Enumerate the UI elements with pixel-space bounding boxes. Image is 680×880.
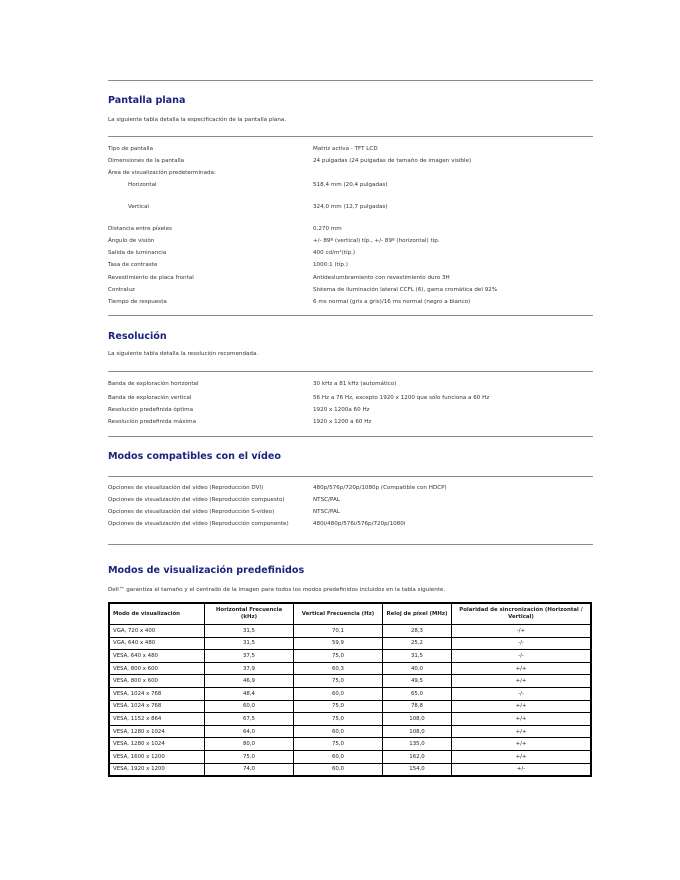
- header-cell: Modo de visualización: [109, 603, 205, 625]
- spec-label: Tipo de pantalla: [108, 146, 154, 152]
- table-row: [109, 763, 591, 776]
- table-cell: 28,3: [383, 625, 452, 638]
- table-cell: 59,9: [294, 637, 383, 650]
- table-cell: 108,0: [383, 713, 452, 726]
- spec-value: Sistema de iluminación lateral CCFL (6), gama cromática del 92%: [313, 287, 498, 293]
- spec-label: Opciones de visualización del vídeo (Reproducción componente): [108, 521, 289, 527]
- table-cell: VESA, 640 x 480: [109, 650, 205, 663]
- table-cell: 60,3: [294, 662, 383, 675]
- table-cell: VESA, 800 x 600: [109, 662, 205, 675]
- table-cell: +/+: [452, 675, 592, 688]
- table-cell: 75,0: [294, 650, 383, 663]
- spec-label: Tiempo de respuesta: [108, 299, 167, 305]
- table-cell: 64,0: [205, 725, 294, 738]
- table-cell: VESA, 800 x 600: [109, 675, 205, 688]
- table-row: [109, 700, 591, 713]
- section-title-video: Modos compatibles con el vídeo: [108, 451, 281, 462]
- table-cell: +/+: [452, 662, 592, 675]
- spec-value: NTSC/PAL: [313, 509, 340, 515]
- spec-value: 6 ms normal (gris a gris)/16 ms normal (negro a blanco): [313, 299, 471, 305]
- table-row: [109, 738, 591, 751]
- divider: [108, 136, 593, 137]
- table-cell: 154,0: [383, 763, 452, 776]
- spec-value: +/- 89º (vertical) típ., +/- 89º (horizontal) típ.: [313, 238, 440, 244]
- table-cell: VESA, 1600 x 1200: [109, 750, 205, 763]
- header-cell: Reloj de píxel (MHz): [383, 603, 452, 625]
- section-title-modes: Modos de visualización predefinidos: [108, 565, 305, 576]
- table-cell: 60,0: [294, 763, 383, 776]
- table-cell: 65,0: [383, 687, 452, 700]
- header-cell: Vertical Frecuencia (Hz): [294, 603, 383, 625]
- spec-label: Banda de exploración vertical: [108, 395, 192, 401]
- spec-value: 1000:1 (típ.): [313, 262, 348, 268]
- table-cell: 60,0: [294, 750, 383, 763]
- header-cell: Horizontal Frecuencia (kHz): [205, 603, 294, 625]
- section-title-resolution: Resolución: [108, 331, 167, 342]
- table-cell: 75,0: [294, 713, 383, 726]
- spec-value: 480i/480p/576i/576p/720p/1080i: [313, 521, 406, 527]
- spec-value: 480p/576p/720p/1080p (Compatible con HDCP): [313, 485, 447, 491]
- table-cell: VESA, 1152 x 864: [109, 713, 205, 726]
- spec-value: 24 pulgadas (24 pulgadas de tamaño de imagen visible): [313, 158, 472, 164]
- table-cell: 75,0: [294, 700, 383, 713]
- table-cell: 78,8: [383, 700, 452, 713]
- table-cell: 40,0: [383, 662, 452, 675]
- spec-value: Matriz activa - TFT LCD: [313, 146, 378, 152]
- table-cell: 48,4: [205, 687, 294, 700]
- table-cell: VESA, 1920 x 1200: [109, 763, 205, 776]
- table-cell: 75,0: [294, 675, 383, 688]
- table-cell: 37,9: [205, 662, 294, 675]
- spec-label: Resolución predefinida óptima: [108, 407, 194, 413]
- spec-value: 1920 x 1200a 60 Hz: [313, 407, 370, 413]
- spec-label: Banda de exploración horizontal: [108, 381, 199, 387]
- table-cell: +/+: [452, 750, 592, 763]
- spec-label: Resolución predefinida máxima: [108, 419, 197, 425]
- table-row: [109, 637, 591, 650]
- table-cell: VGA, 720 x 400: [109, 625, 205, 638]
- table-row: [109, 713, 591, 726]
- table-cell: 31,5: [205, 625, 294, 638]
- table-cell: 135,0: [383, 738, 452, 751]
- table-cell: VESA, 1024 x 768: [109, 700, 205, 713]
- spec-value: NTSC/PAL: [313, 497, 340, 503]
- table-cell: +/+: [452, 738, 592, 751]
- table-row: [109, 662, 591, 675]
- spec-label: Área de visualización predeterminada:: [108, 170, 216, 176]
- spec-label: Horizontal: [128, 182, 157, 188]
- table-cell: 162,0: [383, 750, 452, 763]
- spec-label: Vertical: [128, 204, 149, 210]
- table-cell: 31,5: [383, 650, 452, 663]
- divider: [108, 80, 593, 81]
- divider: [108, 544, 593, 545]
- header-cell: Polaridad de sincronización (Horizontal / Vertical): [452, 603, 592, 625]
- table-cell: 46,9: [205, 675, 294, 688]
- spec-label: Tasa de contraste: [108, 262, 158, 268]
- spec-value: 30 kHz a 81 kHz (automático): [313, 381, 397, 387]
- table-cell: +/+: [452, 725, 592, 738]
- divider: [108, 371, 593, 372]
- table-row: [109, 650, 591, 663]
- spec-label: Contraluz: [108, 287, 135, 293]
- spec-value: 518,4 mm (20,4 pulgadas): [313, 182, 388, 188]
- section-intro-modes: Dell™ garantiza el tamaño y el centrado de la imagen para todos los modos predefinidos incluidos en la tabla siguiente.: [108, 587, 446, 593]
- modes-table-header: [109, 603, 591, 625]
- section-intro-resolution: La siguiente tabla detalla la resolución recomendada.: [108, 351, 259, 357]
- table-cell: +/-: [452, 763, 592, 776]
- spec-label: Salida de luminancia: [108, 250, 167, 256]
- table-cell: VESA, 1280 x 1024: [109, 725, 205, 738]
- spec-label: Ángulo de visión: [108, 238, 155, 244]
- table-cell: VESA, 1024 x 768: [109, 687, 205, 700]
- section-title-flat-panel: Pantalla plana: [108, 95, 186, 106]
- spec-label: Dimensiones de la pantalla: [108, 158, 185, 164]
- table-cell: 75,0: [205, 750, 294, 763]
- divider: [108, 476, 593, 477]
- table-row: [109, 750, 591, 763]
- spec-value: 56 Hz a 76 Hz, excepto 1920 x 1200 que sólo funciona a 60 Hz: [313, 395, 490, 401]
- table-cell: 75,0: [294, 738, 383, 751]
- spec-value: Antideslumbramiento con revestimiento duro 3H: [313, 275, 450, 281]
- spec-label: Opciones de visualización del vídeo (Reproducción compuesto): [108, 497, 285, 503]
- table-cell: 70,1: [294, 625, 383, 638]
- spec-value: 1920 x 1200 a 60 Hz: [313, 419, 372, 425]
- spec-label: Opciones de visualización del vídeo (Reproducción DVI): [108, 485, 264, 491]
- table-cell: 108,0: [383, 725, 452, 738]
- table-cell: 25,2: [383, 637, 452, 650]
- table-cell: 49,5: [383, 675, 452, 688]
- table-row: [109, 725, 591, 738]
- table-cell: 60,0: [294, 687, 383, 700]
- spec-label: Distancia entre píxeles: [108, 226, 172, 232]
- spec-value: 400 cd/m²(típ.): [313, 250, 356, 256]
- spec-value: 0,270 mm: [313, 226, 342, 232]
- table-cell: 37,5: [205, 650, 294, 663]
- spec-value: 324,0 mm (12,7 pulgadas): [313, 204, 388, 210]
- table-row: [109, 675, 591, 688]
- table-cell: +/+: [452, 713, 592, 726]
- divider: [108, 315, 593, 316]
- table-cell: -/-: [452, 687, 592, 700]
- table-cell: +/+: [452, 700, 592, 713]
- table-cell: 74,0: [205, 763, 294, 776]
- table-row: [109, 687, 591, 700]
- spec-label: Opciones de visualización del vídeo (Reproducción S-vídeo): [108, 509, 275, 515]
- table-cell: 60,0: [205, 700, 294, 713]
- table-cell: 67,5: [205, 713, 294, 726]
- table-cell: -/-: [452, 650, 592, 663]
- table-cell: 80,0: [205, 738, 294, 751]
- table-cell: -/+: [452, 625, 592, 638]
- spec-label: Revestimiento de placa frontal: [108, 275, 194, 281]
- table-cell: -/-: [452, 637, 592, 650]
- table-cell: 31,5: [205, 637, 294, 650]
- table-row: [109, 625, 591, 638]
- section-intro-flat-panel: La siguiente tabla detalla la especificación de la pantalla plana.: [108, 117, 287, 123]
- table-cell: 60,0: [294, 725, 383, 738]
- table-cell: VESA, 1280 x 1024: [109, 738, 205, 751]
- divider: [108, 436, 593, 437]
- modes-table: [108, 602, 592, 777]
- table-cell: VGA, 640 x 480: [109, 637, 205, 650]
